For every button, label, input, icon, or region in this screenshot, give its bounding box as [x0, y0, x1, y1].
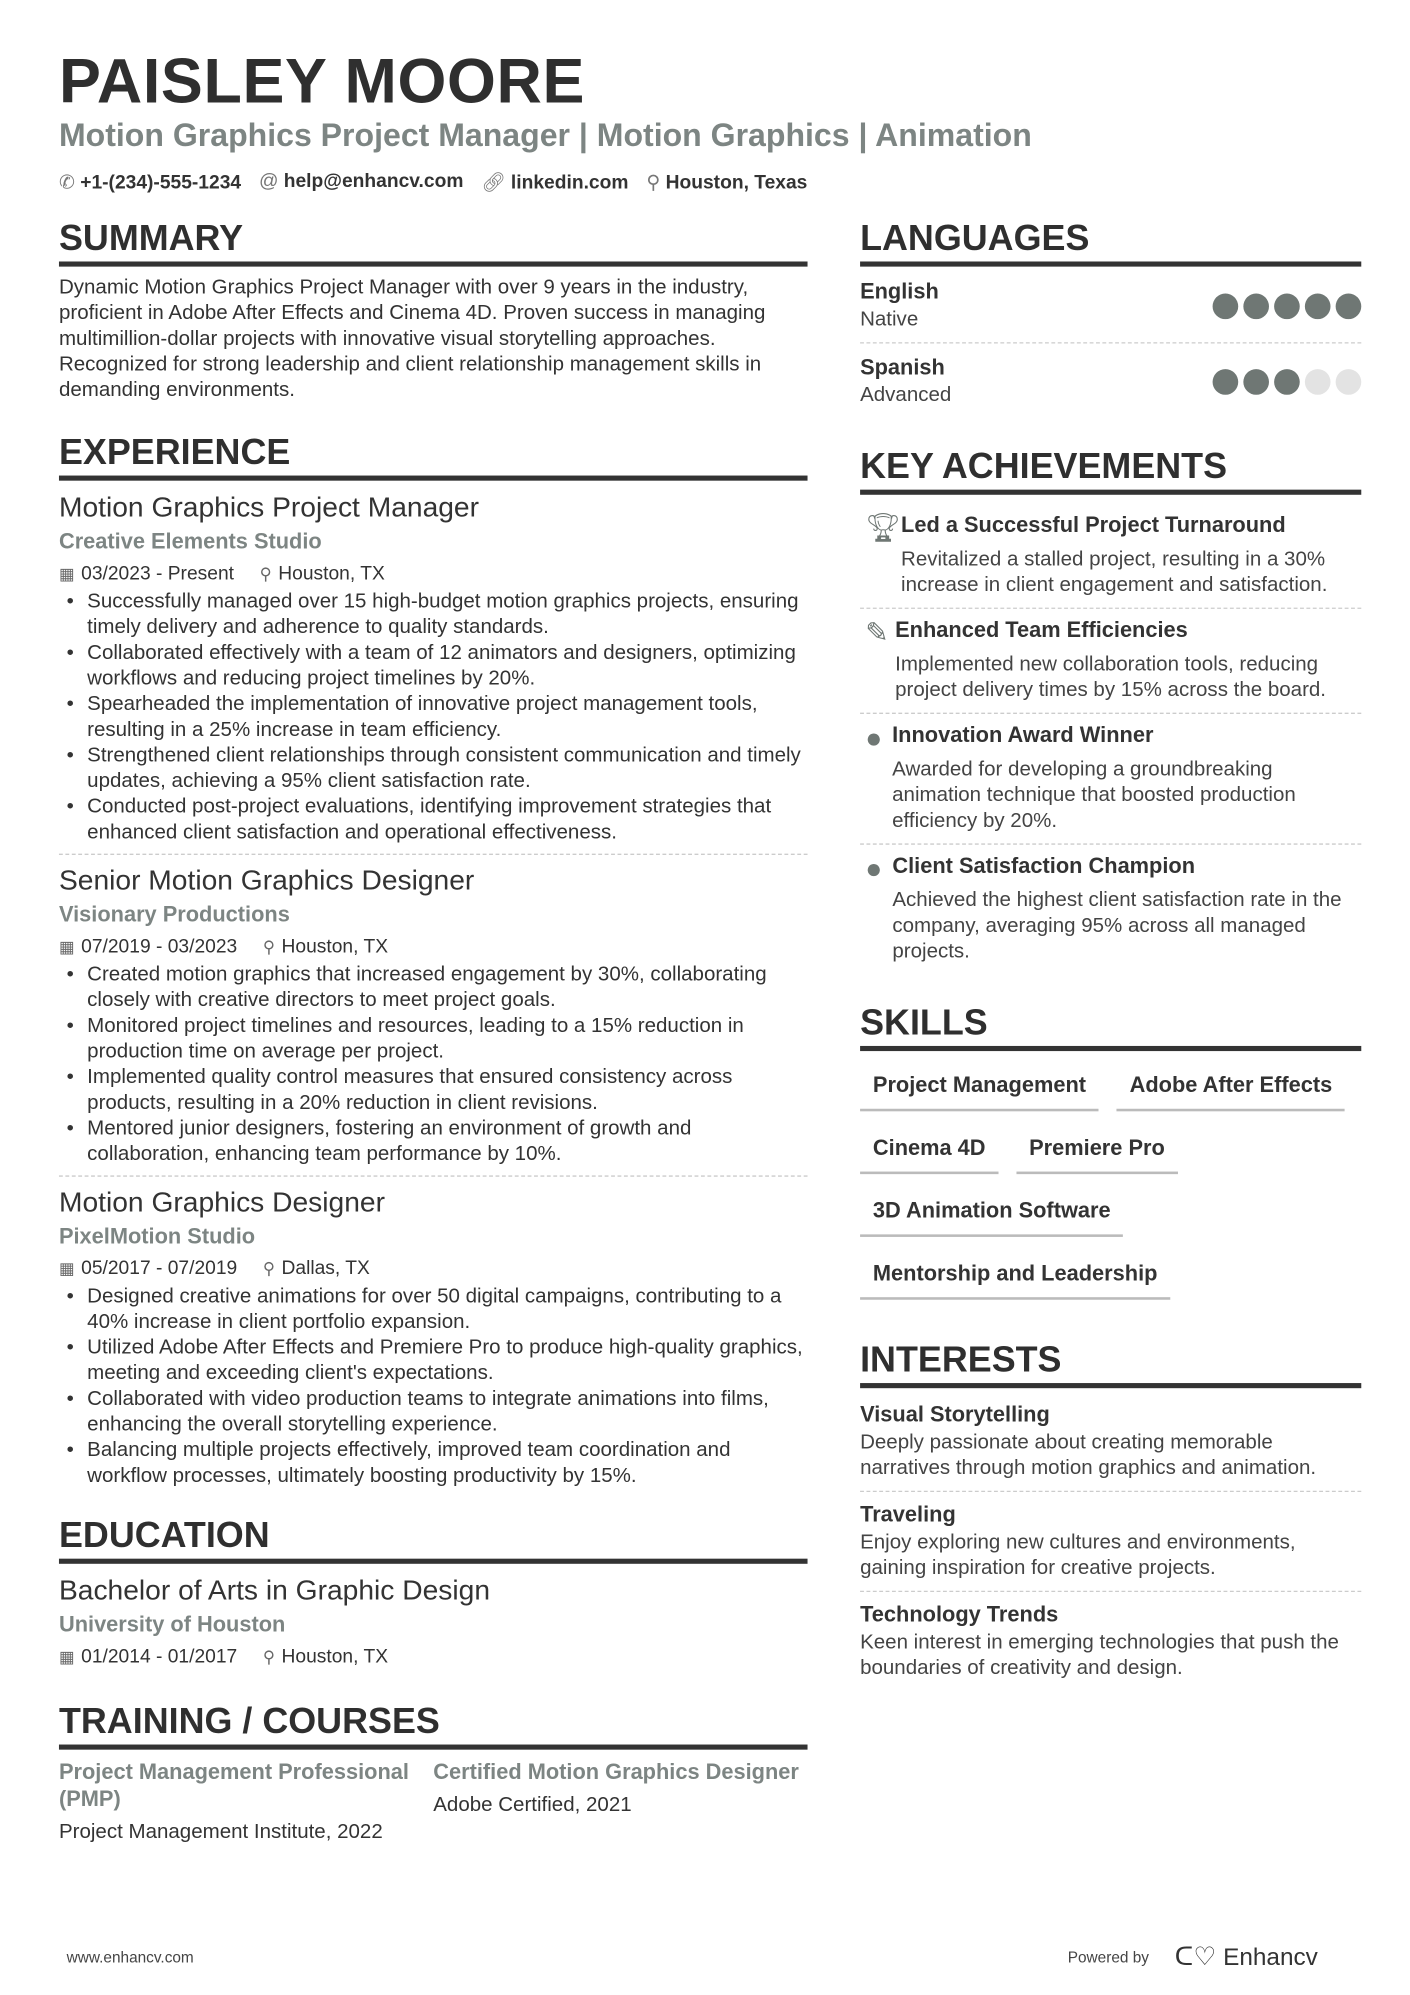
- section-heading: EXPERIENCE: [59, 432, 808, 481]
- job-bullets: [59, 963, 808, 1168]
- link-icon: 🔗︎: [481, 171, 506, 194]
- course-provider: Adobe Certified, 2021: [433, 1794, 632, 1817]
- language-rating: [1213, 294, 1362, 320]
- skill-tag: 3D Animation Software: [860, 1191, 1123, 1237]
- achievement-body: [895, 617, 1361, 704]
- left-column: [59, 218, 808, 1874]
- course-provider: Project Management Institute, 2022: [58, 1821, 383, 1844]
- course-item: [433, 1759, 807, 1846]
- rating-dot-filled: [1336, 294, 1362, 320]
- experience-section: [59, 432, 808, 1497]
- company-name: Visionary Productions: [58, 902, 290, 927]
- rating-dot-empty: [1336, 369, 1362, 395]
- bullet-item: • Successfully managed over 15 high-budget motion graphics projects, ensuring timely delivery and adherence to quality standards.: [59, 590, 808, 641]
- contact-item[interactable]: [59, 170, 241, 193]
- language-level: Native: [860, 308, 919, 331]
- language-text: [860, 278, 939, 334]
- rating-dot-filled: [1243, 294, 1269, 320]
- magic-wand-icon: ✎: [865, 616, 889, 649]
- achievement-title: Led a Successful Project Turnaround: [901, 512, 1286, 538]
- achievement-desc: Achieved the highest client satisfaction rate in the company, averaging 95% across all managed projects.: [892, 889, 1342, 963]
- head-idea-icon: ●: [865, 721, 883, 754]
- summary-section: [59, 218, 808, 404]
- contact-bar: [59, 170, 807, 193]
- language-item: [860, 276, 1361, 344]
- achievement-body: [901, 511, 1361, 598]
- language-rating: [1213, 369, 1362, 395]
- degree: Bachelor of Arts in Graphic Design: [58, 1574, 491, 1607]
- company-name: PixelMotion Studio: [58, 1224, 256, 1249]
- achievement-desc: Implemented new collaboration tools, reducing project delivery times by 15% across the board.: [895, 653, 1327, 702]
- course-item: [59, 1759, 433, 1846]
- job-location: Houston, TX: [281, 935, 389, 958]
- candidate-name: PAISLEY MOORE: [58, 47, 585, 117]
- phone-icon: ✆: [58, 171, 76, 194]
- achievement-desc: Revitalized a stalled project, resulting in a 30% increase in client engagement and satisfaction.: [901, 548, 1328, 597]
- bullet-item: • Implemented quality control measures that ensured consistency across products, resulting in a 20% reduction in client revisions.: [59, 1065, 808, 1116]
- interest-item: [860, 1497, 1361, 1592]
- calendar-icon: ▦: [58, 563, 75, 584]
- interests-section: [860, 1339, 1361, 1690]
- achievement-title: Client Satisfaction Champion: [892, 853, 1196, 879]
- rating-dot-filled: [1243, 369, 1269, 395]
- contact-text: +1-(234)-555-1234: [80, 171, 242, 194]
- location-icon: ⚲: [262, 1258, 276, 1278]
- section-heading: EDUCATION: [59, 1515, 808, 1564]
- rating-dot-filled: [1213, 369, 1239, 395]
- achievement-title: Innovation Award Winner: [892, 722, 1154, 748]
- language-name: English: [860, 279, 939, 304]
- job-meta: [59, 559, 808, 590]
- contact-item[interactable]: [646, 170, 807, 193]
- job-title: Senior Motion Graphics Designer: [58, 863, 475, 896]
- bullet-item: • Designed creative animations for over 50 digital campaigns, contributing to a 40% increase in client portfolio expansion.: [59, 1284, 808, 1335]
- language-name: Spanish: [860, 355, 945, 380]
- bullet-item: • Strengthened client relationships through consistent communication and timely updates, achieving a 95% client satisfaction rate.: [59, 743, 808, 794]
- company-name: Creative Elements Studio: [58, 529, 322, 554]
- job-entry: [59, 1184, 808, 1497]
- school: University of Houston: [58, 1612, 286, 1637]
- language-level: Advanced: [860, 384, 952, 407]
- achievements-section: [860, 446, 1361, 974]
- achievement-item: [860, 845, 1361, 974]
- skill-tag: Premiere Pro: [1016, 1128, 1177, 1174]
- interest-title: Visual Storytelling: [860, 1402, 1050, 1427]
- achievement-item: [860, 609, 1361, 714]
- education-dates: 01/2014 - 01/2017: [81, 1645, 238, 1668]
- achievement-item: [860, 714, 1361, 845]
- bullet-item: • Monitored project timelines and resources, leading to a 15% reduction in production time on average per project.: [59, 1014, 808, 1065]
- job-location: Houston, TX: [278, 562, 385, 585]
- interest-desc: Deeply passionate about creating memorable narratives through motion graphics and animation.: [860, 1431, 1317, 1480]
- job-dates: 05/2017 - 07/2019: [81, 1257, 238, 1280]
- location-icon: ⚲: [646, 171, 661, 194]
- job-dates: 07/2019 - 03/2023: [81, 935, 238, 958]
- location-icon: ⚲: [259, 563, 272, 584]
- job-dates-wrap: [59, 559, 234, 590]
- job-title: Motion Graphics Project Manager: [58, 490, 480, 523]
- rating-dot-empty: [1305, 369, 1331, 395]
- achievement-title: Enhanced Team Efficiencies: [895, 617, 1188, 643]
- education-location: Houston, TX: [281, 1645, 389, 1668]
- job-location-wrap: [260, 559, 385, 590]
- skill-tag: Cinema 4D: [860, 1128, 998, 1174]
- job-meta: [59, 1254, 808, 1285]
- calendar-icon: ▦: [58, 1258, 75, 1278]
- job-dates-wrap: [59, 1254, 237, 1285]
- course-title: Project Management Professional (PMP): [58, 1759, 409, 1812]
- rating-dot-filled: [1274, 369, 1300, 395]
- bullet-item: • Collaborated with video production teams to integrate animations into films, enhancing the overall storytelling experience.: [59, 1387, 808, 1438]
- languages-section: [860, 218, 1361, 418]
- right-column: [860, 218, 1361, 1719]
- brand-name: Enhancv: [1223, 1944, 1318, 1972]
- location-icon: ⚲: [262, 1647, 276, 1667]
- candidate-title: Motion Graphics Project Manager | Motion Graphics | Animation: [58, 117, 1032, 154]
- bullet-item: • Created motion graphics that increased engagement by 30%, collaborating closely with creative directors to meet project goals.: [59, 963, 808, 1014]
- education-section: [59, 1515, 808, 1673]
- contact-item[interactable]: [259, 170, 463, 193]
- achievement-body: [892, 852, 1361, 965]
- language-item: [860, 351, 1361, 418]
- job-location-wrap: [263, 1254, 370, 1285]
- rating-dot-filled: [1213, 294, 1239, 320]
- skills-section: [860, 1002, 1361, 1311]
- contact-text: help@enhancv.com: [283, 170, 464, 193]
- rating-dot-filled: [1305, 294, 1331, 320]
- at-icon: @: [259, 170, 279, 193]
- footer-website[interactable]: www.enhancv.com: [66, 1948, 194, 1967]
- interest-item: [860, 1397, 1361, 1492]
- section-heading: INTERESTS: [860, 1339, 1361, 1388]
- bullet-item: • Conducted post-project evaluations, identifying improvement strategies that enhanced client satisfaction and operational effectiveness.: [59, 795, 808, 846]
- job-location-wrap: [263, 932, 388, 963]
- enhancv-logo: ᑕ♡ Enhancv: [1174, 1943, 1318, 1972]
- job-entry: [59, 490, 808, 855]
- interest-item: [860, 1597, 1361, 1691]
- section-heading: SUMMARY: [59, 218, 808, 267]
- section-heading: TRAINING / COURSES: [59, 1701, 808, 1750]
- interest-desc: Keen interest in emerging technologies that push the boundaries of creativity and design.: [860, 1631, 1339, 1680]
- achievement-body: [892, 722, 1361, 835]
- contact-text: Houston, Texas: [665, 171, 808, 194]
- job-dates: 03/2023 - Present: [81, 562, 234, 585]
- job-dates-wrap: [59, 932, 237, 963]
- rating-dot-filled: [1274, 294, 1300, 320]
- interest-desc: Enjoy exploring new cultures and environments, gaining inspiration for creative projects.: [860, 1531, 1296, 1580]
- job-location: Dallas, TX: [281, 1257, 370, 1280]
- footer-branding: [1068, 1941, 1318, 1973]
- job-bullets: [59, 1284, 808, 1489]
- achievement-desc: Awarded for developing a groundbreaking animation technique that boosted production efficiency by 20%.: [892, 758, 1296, 832]
- language-text: [860, 354, 951, 410]
- job-meta: [59, 932, 808, 963]
- skill-tag: Project Management: [860, 1065, 1099, 1111]
- skill-tag: Mentorship and Leadership: [860, 1254, 1170, 1300]
- calendar-icon: ▦: [58, 1647, 75, 1667]
- trophy-icon: 🏆︎: [865, 511, 902, 544]
- section-heading: LANGUAGES: [860, 218, 1361, 267]
- calendar-icon: ▦: [58, 936, 75, 957]
- summary-text: Dynamic Motion Graphics Project Manager with over 9 years in the industry, proficient in Adobe After Effects and Cinema 4D. Proven success in managing multimillion-dollar projects with innovative visual storytelling approaches. Recognized for strong leadership and client relationship management skills in demanding environments.: [58, 276, 766, 402]
- education-meta: [59, 1642, 808, 1673]
- interest-title: Traveling: [860, 1502, 956, 1527]
- bullet-item: • Mentored junior designers, fostering an environment of growth and collaboration, enhancing team performance by 10%.: [59, 1116, 808, 1167]
- skill-tag: Adobe After Effects: [1117, 1065, 1345, 1111]
- bullet-item: • Balancing multiple projects effectively, improved team coordination and workflow processes, ultimately boosting productivity by 15%.: [59, 1438, 808, 1489]
- section-heading: SKILLS: [860, 1002, 1361, 1051]
- contact-text: linkedin.com: [510, 171, 629, 194]
- achievement-item: [860, 504, 1361, 609]
- contact-item[interactable]: [481, 170, 628, 193]
- job-entry: [59, 863, 808, 1177]
- job-bullets: [59, 590, 808, 846]
- head-idea-icon: ●: [865, 852, 883, 885]
- bullet-item: • Spearheaded the implementation of innovative project management tools, resulting in a 25% increase in team efficiency.: [59, 692, 808, 743]
- job-title: Motion Graphics Designer: [58, 1185, 385, 1218]
- location-icon: ⚲: [262, 936, 276, 957]
- powered-by-label: Powered by: [1067, 1947, 1149, 1966]
- course-title: Certified Motion Graphics Designer: [433, 1759, 799, 1785]
- interest-title: Technology Trends: [860, 1602, 1059, 1627]
- section-heading: KEY ACHIEVEMENTS: [860, 446, 1361, 495]
- training-section: [59, 1701, 808, 1846]
- bullet-item: • Utilized Adobe After Effects and Premiere Pro to produce high-quality graphics, meeting and exceeding client's expectations.: [59, 1336, 808, 1387]
- bullet-item: • Collaborated effectively with a team of 12 animators and designers, optimizing workflows and reducing project timelines by 20%.: [59, 641, 808, 692]
